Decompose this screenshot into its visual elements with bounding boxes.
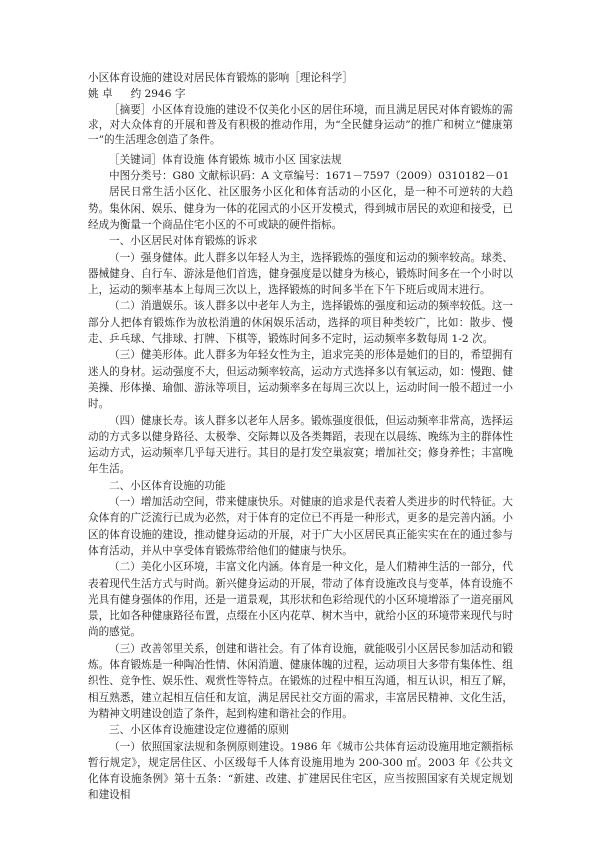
classification-line: 中图分类号：G80 文献标识码：A 文章编号：1671－7597（2009）0310182－01: [109, 170, 510, 183]
section2-paragraph-3: （三）改善邻里关系，创建和谐社会。有了体育设施，就能吸引小区居民参加活动和锻炼。体育锻炼是一种陶冶性情、休闲消遣、健康体魄的过程，运动项目大多带有集体性、组织性、竞争性、娱乐性、观赏性等特点。在锻炼的过程中相互沟通，相互认识，相互了解，相互熟悉，建立起相互信任和友谊，满足居民社交方面的需求，丰富居民精神、文化生活，为精神文明建设创造了条件，起到构建和谐社会的作用。: [88, 642, 513, 720]
section-heading-2: 二、小区体育设施的功能: [109, 479, 226, 492]
article-body: [88, 70, 513, 804]
section2-paragraph-1: （一）增加活动空间，带来健康快乐。对健康的追求是代表着人类进步的时代特征。大众体育的广泛流行已成为必然，对于体育的定位已不再是一种形式，更多的是完善内涵。小区的体育设施的建设，推动健身运动的开展，对于广大小区居民真正能实实在在的通过参与体育活动，并从中享受体育锻炼带给他们的健康与快乐。: [88, 496, 513, 557]
section1-paragraph-4: （四）健康长寿。该人群多以老年人居多。锻炼强度很低，但运动频率非常高，选择运动的方式多以健身路径、太极拳、交际舞以及各类舞蹈，表现在以晨练、晚练为主的群体性运动方式，运动频率几乎每天进行。其目的是打发空巢寂寞；增加社交；修身养性；丰富晚年生活。: [88, 414, 513, 476]
author-name: 姚 卓: [88, 88, 113, 101]
section1-paragraph-2: （二）消遣娱乐。该人群多以中老年人为主，选择锻炼的强度和运动的频率较低。这一部分人把体育锻炼作为放松消遣的休闲娱乐活动，选择的项目种类较广，比如：散步、慢走、乒乓球、气排球、打牌、下棋等，锻炼时间多不定时，运动频率多数每周 1-2 次。: [88, 300, 513, 346]
section2-paragraph-2: （二）美化小区环境，丰富文化内涵。体育是一种文化，是人们精神生活的一部分，代表着现代生活方式与时尚。新兴健身运动的开展，带动了体育设施改良与变革，体育设施不光具有健身强体的作用，还是一道景观，其形状和色彩给现代的小区环境增添了一道亮丽风景，比如各种健康路径布置，点缀在小区内花草、树木当中，就给小区的环境带来现代与时尚的感觉。: [88, 561, 513, 639]
section-heading-3: 三、小区体育设施建设定位遵循的原则: [109, 724, 290, 737]
article-title: 小区体育设施的建设对居民体育锻炼的影响［理论科学］: [88, 72, 353, 84]
section-heading-1: 一、小区居民对体育锻炼的诉求: [109, 235, 258, 248]
section1-paragraph-3: （三）健美形体。此人群多为年轻女性为主，追求完美的形体是她们的目的，希望拥有迷人的身材。运动强度不大，但运动频率较高，运动方式选择多以有氧运动，如：慢跑、健美操、形体操、瑜伽、游泳等项目，运动频率多在每周三次以上，运动时间一般不超过一小时。: [88, 349, 513, 411]
section1-paragraph-1: （一）强身健体。此人群多以年轻人为主，选择锻炼的强度和运动的频率较高。球类、器械健身、自行车、游泳是他们首选，健身强度是以健身为核心，锻炼时间多在一个小时以上，运动的频率基本上每周三次以上，选择锻炼的时间多半在下午下班后或周末进行。: [88, 251, 513, 297]
word-count: 约 2946 字: [130, 88, 186, 101]
section3-paragraph-1: （一）依照国家法规和条例原则建设。1986 年《城市公共体育运动设施用地定额指标暂行规定》，规定居住区、小区级每千人体育设施用地为 200-300 ㎡。2003 年《公共文化体育设施条例》第十五条：“新建、改建、扩建居民住宅区，应当按照国家有关规定规划和建设相: [88, 740, 513, 802]
author-line: [88, 86, 513, 102]
abstract: ［摘要］小区体育设施的建设不仅美化小区的居住环境，而且满足居民对体育锻炼的需求，对大众体育的开展和普及有积极的推动作用，为“全民健身运动”的推广和树立“健康第一”的生活理念创造了条件。: [88, 103, 513, 147]
keywords: ［关键词］体育设施 体育锻炼 城市小区 国家法规: [109, 153, 342, 166]
intro-paragraph: 居民日常生活小区化、社区服务小区化和体育活动的小区化，是一种不可逆转的大趋势。集休闲、娱乐、健身为一体的花园式的小区开发模式，得到城市居民的欢迎和接受，已经成为衡量一个商品住宅小区的不可或缺的硬件指标。: [88, 186, 513, 231]
